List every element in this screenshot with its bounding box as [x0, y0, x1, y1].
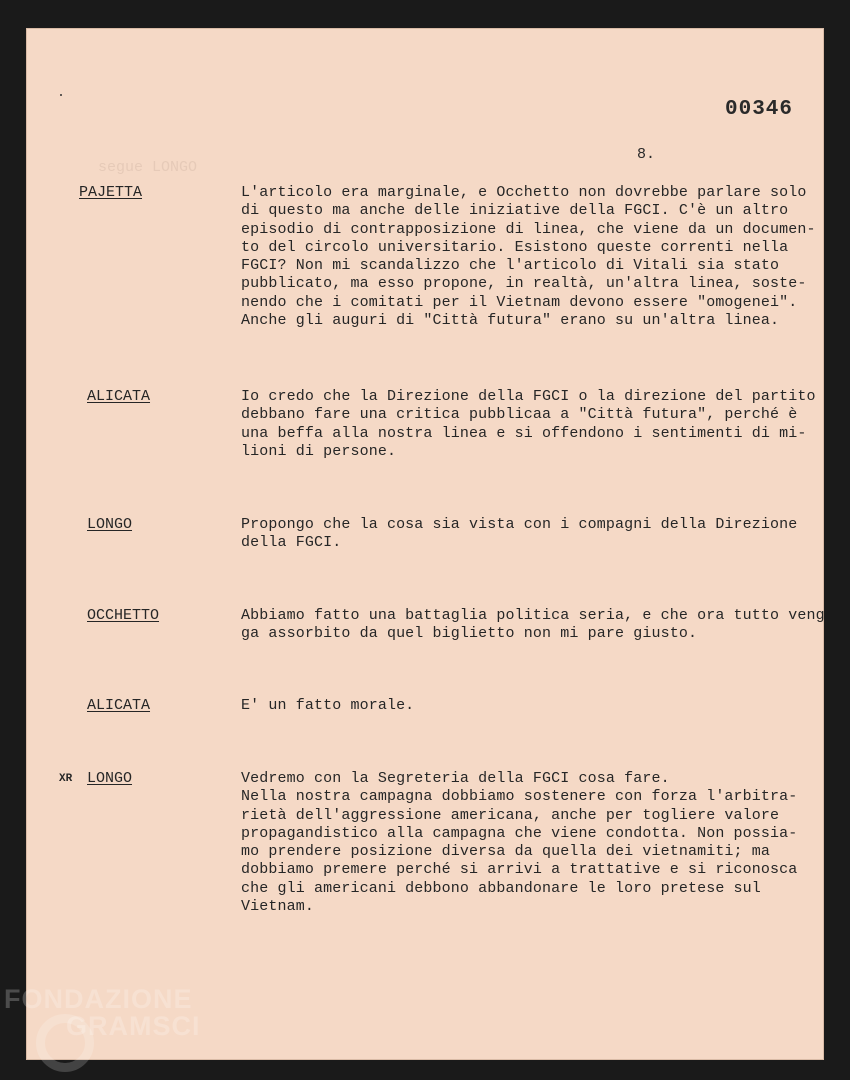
speaker-name: PAJETTA: [79, 184, 143, 201]
page-number: 8.: [637, 146, 656, 163]
watermark-line1: FONDAZIONE: [4, 984, 193, 1014]
document-page: [26, 28, 824, 1060]
speech-text: E' un fatto morale.: [241, 697, 415, 714]
watermark-line2: GRAMSCI: [66, 1011, 201, 1041]
speaker-name: LONGO: [87, 770, 133, 787]
document-number: 00346: [725, 98, 794, 121]
watermark: [4, 986, 201, 1040]
speech-text: L'articolo era marginale, e Occhetto non dovrebbe parlare solo di questo ma anche delle iniziative della FGCI. C'è un altro episodio di contrapposizione di linea, che viene da un documen- to del circolo universitario. Esistono queste correnti nella FGCI? Non mi scandalizzo che l'articolo di Vitali sia stato pubblicato, ma esso propone, in realtà, un'altra linea, soste- nendo che i comitati per il Vietnam devono essere "omogenei". Anche gli auguri di "Città futura" erano su un'altra linea.: [241, 184, 816, 330]
speaker-name: LONGO: [87, 516, 133, 533]
speech-text: Vedremo con la Segreteria della FGCI cosa fare. Nella nostra campagna dobbiamo sostenere con forza l'arbitra- rietà dell'aggressione americana, anche per togliere valore propagandistico alla campagna che viene condotta. Non possia- mo prendere posizione diversa da quella dei vietnamiti; ma dobbiamo premere perché si arrivi a trattative e si riconosca che gli americani debbono abbandonare le loro pretese sul Vietnam.: [241, 770, 798, 916]
margin-marker: XR: [59, 773, 73, 785]
speech-text: Abbiamo fatto una battaglia politica seria, e che ora tutto veng ga assorbito da quel biglietto non mi pare giusto.: [241, 607, 825, 643]
show-through-text: segue LONGO: [98, 159, 198, 176]
ink-dot: [60, 94, 62, 96]
speaker-name: ALICATA: [87, 388, 151, 405]
speaker-name: ALICATA: [87, 697, 151, 714]
speech-text: Io credo che la Direzione della FGCI o la direzione del partito debbano fare una critica pubblicaa a "Città futura", perché è una beffa alla nostra linea e si offendono i sentimenti di mi- lioni di persone.: [241, 388, 816, 460]
speaker-name: OCCHETTO: [87, 607, 160, 624]
speech-text: Propongo che la cosa sia vista con i compagni della Direzione della FGCI.: [241, 516, 798, 552]
